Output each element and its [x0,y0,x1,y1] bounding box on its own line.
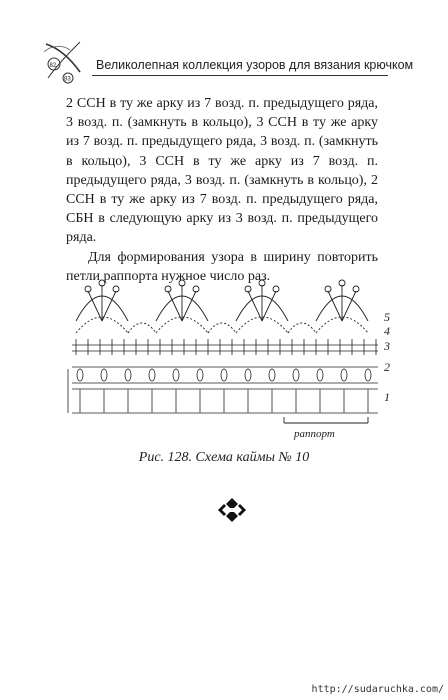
instruction-text [66,94,378,286]
row-label-1: 1 [384,390,390,404]
fan-3 [236,280,288,321]
svg-text:82: 82 [49,63,57,69]
svg-text:83: 83 [64,76,71,83]
fan-2 [156,280,208,321]
row-3 [72,339,378,355]
fan-4 [316,280,368,321]
needle-thread-emblem-icon [40,38,88,90]
row-2 [72,367,378,383]
crochet-chart [66,273,402,443]
page-header [0,0,448,95]
repeat-bracket [284,417,368,423]
fan-1 [76,280,128,321]
row-label-3: 3 [384,339,390,353]
arch-row [76,317,368,333]
row-1 [68,369,378,413]
ornament-icon [212,496,252,524]
paragraph-2: Для формирования узора в ширину повторить петли раппорта нужное число раз. [66,249,378,284]
row-label-4: 4 [384,324,390,338]
row-label-5: 5 [384,310,390,324]
row-label-2: 2 [384,360,390,374]
repeat-label: раппорт [294,428,335,440]
figure-caption: Рис. 128. Схема каймы № 10 [138,450,310,465]
header-rule [92,75,388,76]
paragraph-1: 2 ССН в ту же арку из 7 возд. п. предыдущего ряда, 3 возд. п. (замкнуть в кольцо), 3 ССН в ту же арку из 7 возд. п. предыдущего ряда, 3 возд. п. (замкнуть в кольцо), 3 ССН в ту же арку из 7 возд. п. предыдущего ряда, 3 возд. п. (замкнуть в кольцо), 2 ССН в ту же арку из 7 возд. п. предыдущего ряда, СБН в следующую арку из 3 возд. п. предыдущего ряда. [66,96,378,246]
book-title: Великолепная коллекция узоров для вязания крючком [96,58,414,72]
watermark-url: http://sudaruchka.com/ [311,684,444,695]
